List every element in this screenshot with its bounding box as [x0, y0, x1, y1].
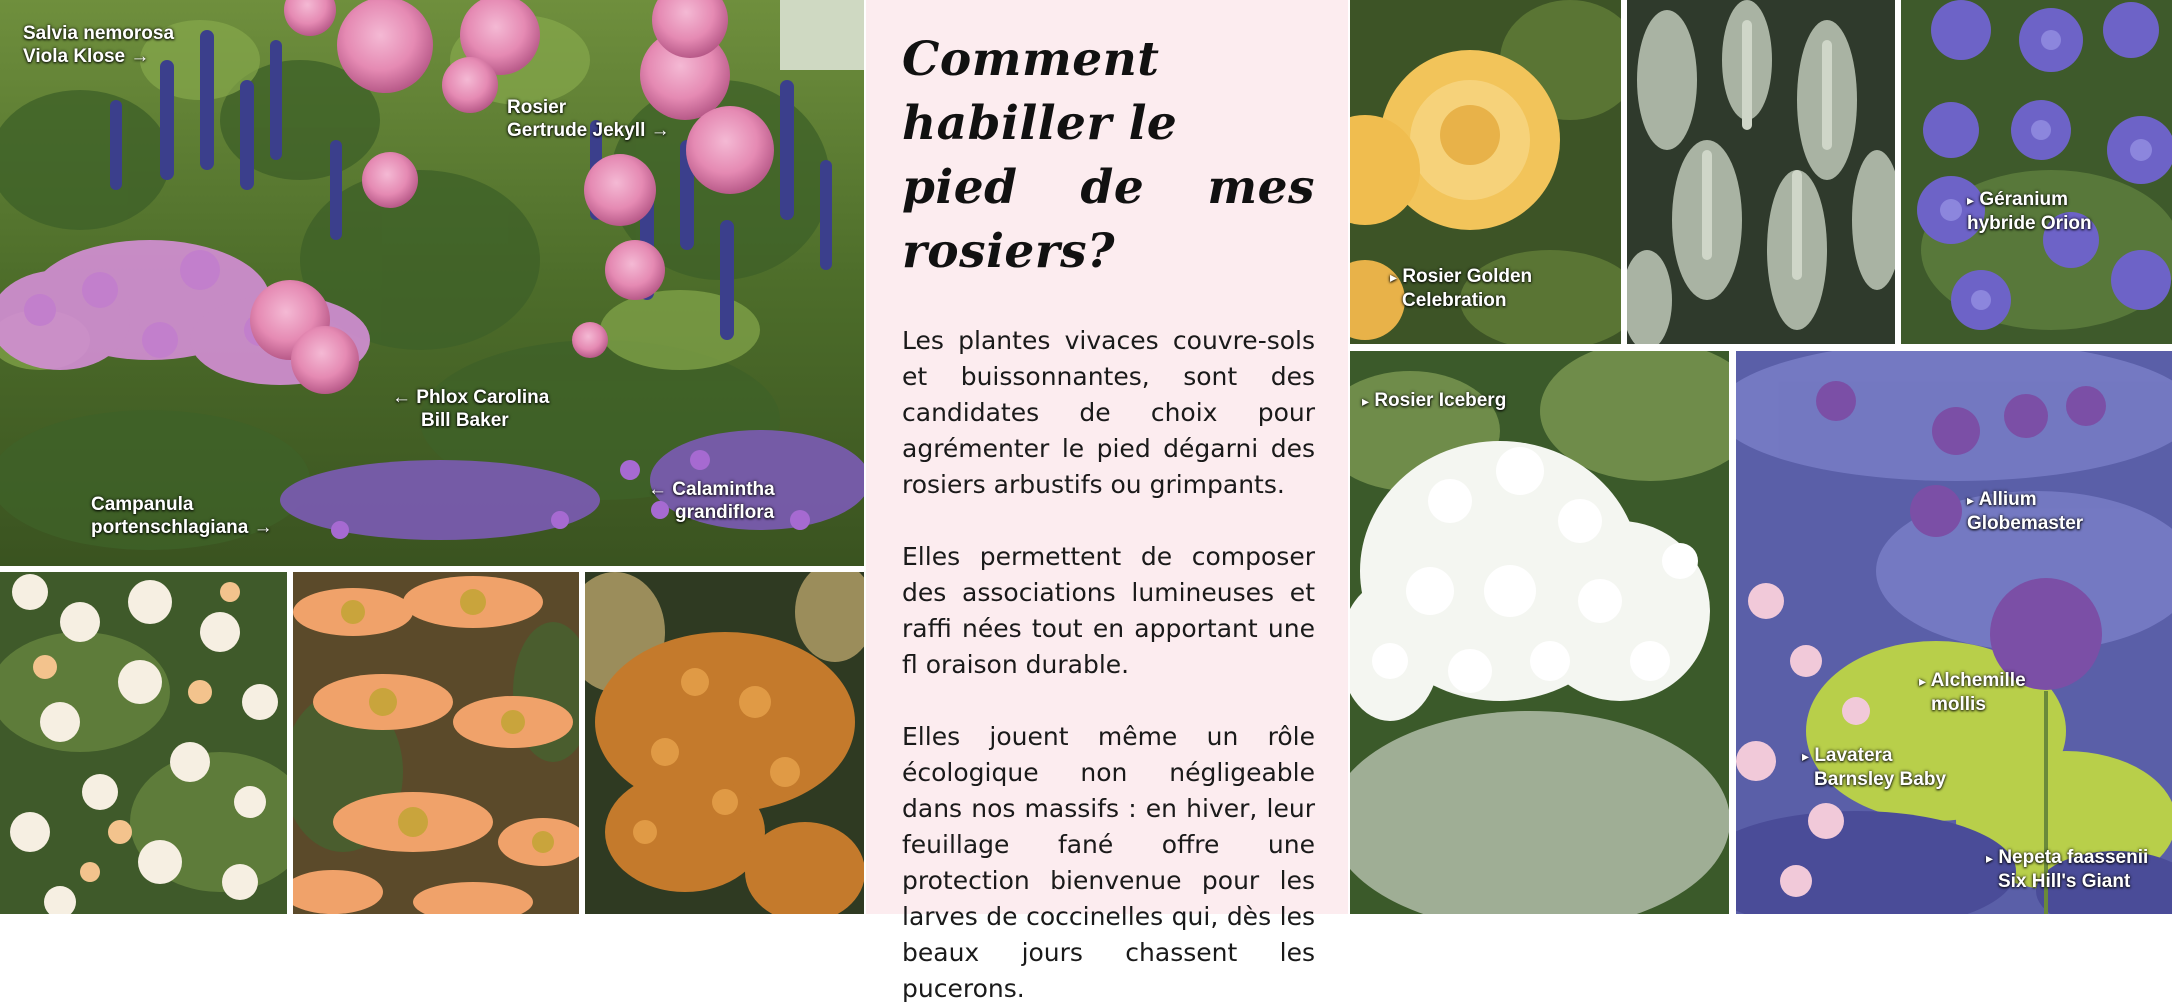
- label-nepeta-line2: Six Hill's Giant: [1998, 871, 2131, 892]
- article-panel: [866, 0, 1348, 1003]
- label-calamintha-line1-text: Calamintha: [672, 479, 775, 500]
- label-allium-line1-text: Allium: [1978, 489, 2037, 510]
- label-iceberg: [1362, 389, 1506, 413]
- label-calamintha-line2: grandiflora: [675, 502, 775, 523]
- article-title-line1: Comment habiller le: [902, 32, 1178, 151]
- label-phlox-line1-text: Phlox Carolina: [416, 387, 550, 408]
- label-geranium-line1-text: Géranium: [1979, 189, 2069, 210]
- orange-foliage-illustration: [585, 572, 864, 914]
- left-arrow-icon: ←: [392, 387, 411, 408]
- label-rosier-gertrude-line1: Rosier: [507, 97, 567, 118]
- label-salvia-line1: Salvia nemorosa: [23, 23, 175, 44]
- label-nepeta-line1-text: Nepeta faassenii: [1998, 847, 2149, 868]
- label-rosier-gertrude-line2: [507, 119, 670, 142]
- orange-daisy-illustration: [293, 572, 579, 914]
- pointer-icon: ▸: [1362, 393, 1370, 409]
- label-rosier-gertrude: [507, 96, 670, 142]
- label-iceberg-line1-text: Rosier Iceberg: [1374, 390, 1507, 411]
- label-lavatera-line1: [1802, 744, 1946, 768]
- label-campanula-line2-text: portenschlagiana: [91, 517, 249, 538]
- label-allium-line1: [1967, 488, 2083, 512]
- article-paragraph-1: Les plantes vivaces couvre-sols et buissonnantes, sont des candidates de choix pour agrémenter le pied dégarni des rosiers arbustifs ou grimpants.: [902, 326, 1315, 499]
- label-golden-line2: Celebration: [1402, 290, 1507, 311]
- pointer-icon: ▸: [1802, 748, 1810, 764]
- main-garden-photo: [0, 0, 864, 566]
- label-iceberg-line1: [1362, 389, 1506, 413]
- right-arrow-icon: →: [650, 120, 670, 141]
- article-paragraph-2: Elles permettent de composer des associations lumineuses et raffi nées tout en apportant une fl oraison durable.: [902, 542, 1315, 679]
- label-nepeta: [1986, 846, 2148, 893]
- label-geranium: [1967, 188, 2092, 235]
- label-alchemille-line2: mollis: [1931, 694, 1986, 715]
- label-lavatera: [1802, 744, 1946, 791]
- label-rosier-gertrude-line2-text: Gertrude Jekyll: [507, 120, 646, 141]
- geranium-photo: [1901, 0, 2172, 344]
- pointer-icon: ▸: [1986, 850, 1994, 866]
- label-alchemille-line1-text: Alchemille: [1930, 670, 2026, 691]
- label-phlox-line2: Bill Baker: [421, 410, 509, 431]
- label-salvia-line2-text: Viola Klose: [23, 46, 126, 67]
- label-phlox-line1: [392, 386, 549, 409]
- left-arrow-icon: ←: [648, 479, 667, 500]
- geranium-illustration: [1901, 0, 2172, 344]
- label-nepeta-line1: [1986, 846, 2148, 870]
- label-geranium-line1: [1967, 188, 2092, 212]
- label-geranium-line2: hybride Orion: [1967, 213, 2092, 234]
- label-salvia: [23, 22, 174, 68]
- label-allium-line2: Globemaster: [1967, 513, 2084, 534]
- allium-border-illustration: [1736, 351, 2172, 914]
- stachys-photo: [1627, 0, 1895, 344]
- label-lavatera-line2: Barnsley Baby: [1814, 769, 1947, 790]
- article-title: [902, 28, 1315, 284]
- orange-daisy-photo: [293, 572, 579, 914]
- orange-foliage-photo: [585, 572, 864, 914]
- label-calamintha: [648, 478, 775, 524]
- label-campanula-line2: [91, 516, 273, 539]
- label-calamintha-line1: [648, 478, 775, 501]
- label-golden-line1: [1390, 265, 1532, 289]
- label-salvia-line2: [23, 45, 174, 68]
- label-campanula-line1: Campanula: [91, 494, 194, 515]
- right-arrow-icon: →: [130, 46, 150, 67]
- pointer-icon: ▸: [1967, 492, 1975, 508]
- white-rose-photo: [0, 572, 287, 914]
- label-golden-line1-text: Rosier Golden: [1402, 266, 1533, 287]
- label-golden: [1390, 265, 1532, 312]
- label-alchemille-line1: [1919, 669, 2026, 693]
- allium-border-photo: [1736, 351, 2172, 914]
- pointer-icon: ▸: [1919, 673, 1927, 689]
- label-alchemille: [1919, 669, 2026, 716]
- white-rose-illustration: [0, 572, 287, 914]
- label-allium: [1967, 488, 2083, 535]
- stachys-illustration: [1627, 0, 1895, 344]
- iceberg-rose-illustration: [1350, 351, 1729, 914]
- label-phlox: [392, 386, 549, 432]
- pointer-icon: ▸: [1390, 269, 1398, 285]
- article-paragraph-3: Elles jouent même un rôle écologique non négligeable dans nos massifs : en hiver, leur feuillage fané offre une protection bienvenue pour les larves de coccinelles qui, dès les beaux jours chassent les pucerons.: [902, 722, 1315, 1003]
- golden-rose-photo: [1350, 0, 1621, 344]
- iceberg-rose-photo: [1350, 351, 1729, 914]
- pointer-icon: ▸: [1967, 192, 1975, 208]
- label-campanula: [91, 493, 273, 539]
- label-lavatera-line1-text: Lavatera: [1814, 745, 1893, 766]
- article-title-line2: pied de mes rosiers?: [902, 160, 1315, 279]
- right-arrow-icon: →: [253, 517, 273, 538]
